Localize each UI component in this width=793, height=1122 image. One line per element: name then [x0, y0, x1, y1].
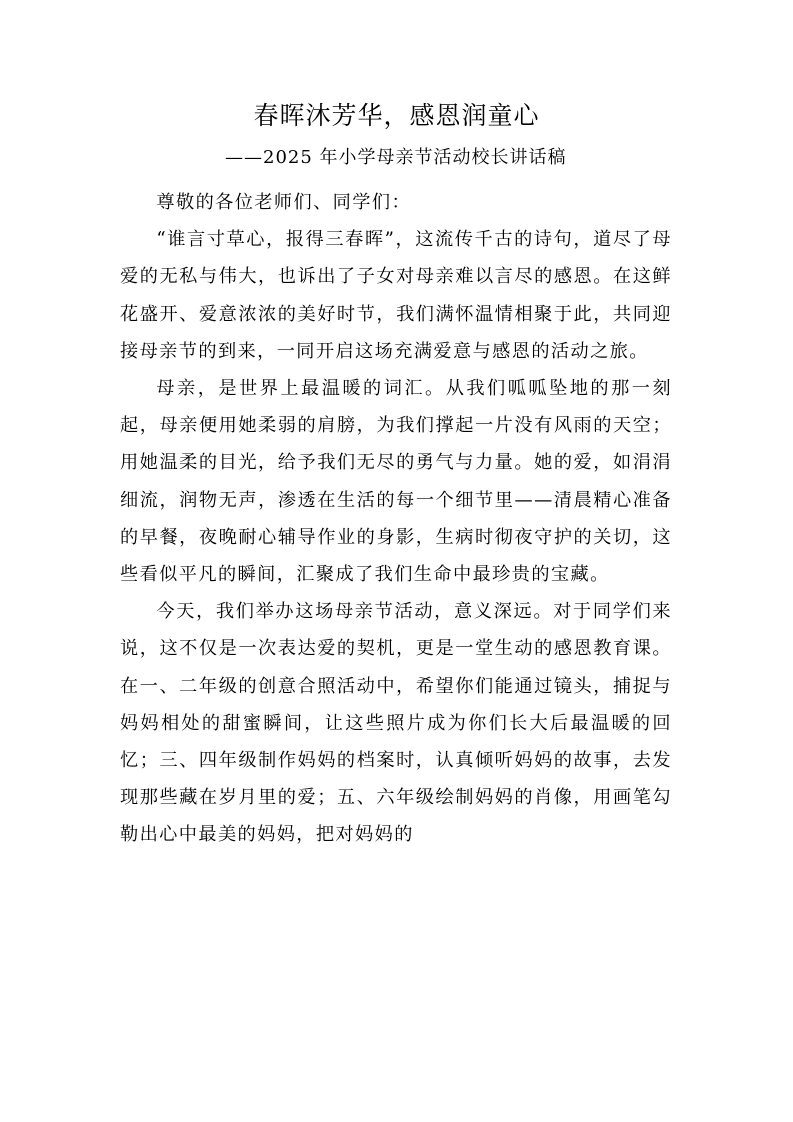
document-title: 春晖沐芳华，感恩润童心: [253, 101, 540, 130]
body-paragraph: 今天，我们举办这场母亲节活动，意义深远。对于同学们来说，这不仅是一次表达爱的契机，更是一堂生动的感恩教育课。在一、二年级的创意合照活动中，希望你们能通过镜头，捕捉与妈妈相处的甜蜜瞬间，让这些照片成为你们长大后最温暖的回忆；三、四年级制作妈妈的档案时，认真倾听妈妈的故事，去发现那些藏在岁月里的爱；五、六年级绘制妈妈的肖像，用画笔勾勒出心中最美的妈妈，把对妈妈的: [120, 601, 672, 846]
salutation-paragraph: 尊敬的各位老师们、同学们：: [156, 192, 412, 213]
document-body: [120, 184, 672, 854]
body-paragraph: 母亲，是世界上最温暖的词汇。从我们呱呱坠地的那一刻起，母亲便用她柔弱的肩膀，为我们撑起一片没有风雨的天空；用她温柔的目光，给予我们无尽的勇气与力量。她的爱，如涓涓细流，润物无声，渗透在生活的每一个细节里——清晨精心准备的早餐，夜晚耐心辅导作业的身影，生病时彻夜守护的关切，这些看似平凡的瞬间，汇聚成了我们生命中最珍贵的宝藏。: [120, 378, 672, 586]
document-subtitle: ——2025 年小学母亲节活动校长讲话稿: [225, 147, 567, 168]
body-paragraph: “谁言寸草心，报得三春晖”，这流传千古的诗句，道尽了母爱的无私与伟大，也诉出了子女对母亲难以言尽的感恩。在这鲜花盛开、爱意浓浓的美好时节，我们满怀温情相聚于此，共同迎接母亲节的到来，一同开启这场充满爱意与感恩的活动之旅。: [120, 229, 672, 362]
